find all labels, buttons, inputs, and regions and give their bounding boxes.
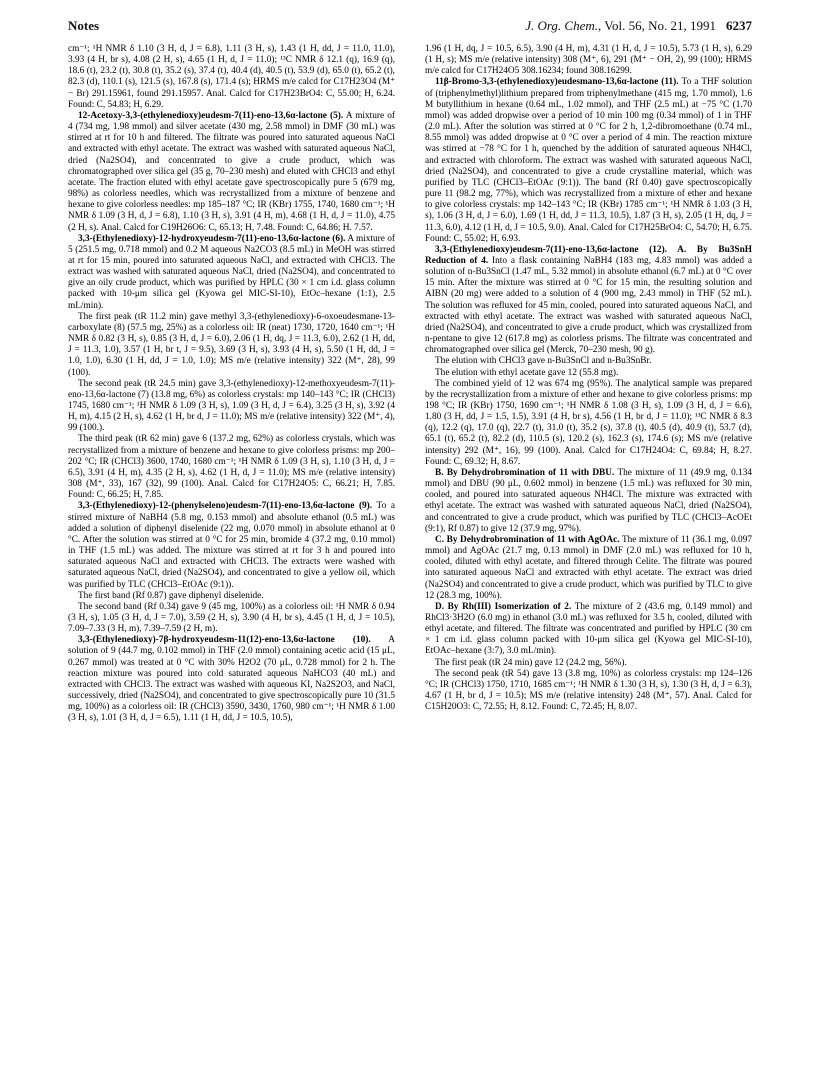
volume-info: , Vol. 56, No. 21, 1991 xyxy=(598,18,716,33)
paragraph-text: The second peak (tR 54) gave 13 (3.8 mg, 10%) as colorless crystals: mp 124–126 °C; IR (CHCl3) 1750, 1710, 1685 cm⁻¹; ¹H NMR δ 1.30 (3 H, s), 1.30 (3 H, d, J = 6.3), 4.67 (1 H, br d, J = 10.5); MS m/e (relative intensity) 248 (M⁺, 57). Anal. Calcd for C15H20O3: C, 72.55; H, 8.12. Found: C, 72.45; H, 8.07. xyxy=(425,668,752,713)
paragraph xyxy=(68,591,395,602)
paragraph-heading: B. By Dehydrobromination of 11 with DBU. xyxy=(435,467,615,478)
paragraph-heading: 3,3-(Ethylenedioxy)-12-hydroxyeudesm-7(11)-eno-13,6α-lactone (6). xyxy=(78,233,346,244)
paragraph-heading: 12-Acetoxy-3,3-(ethylenedioxy)eudesm-7(11)-eno-13,6α-lactone (5). xyxy=(78,110,344,121)
paragraph xyxy=(68,635,395,724)
journal-citation xyxy=(525,18,752,34)
paragraph xyxy=(425,669,752,714)
paragraph xyxy=(425,602,752,658)
page-number: 6237 xyxy=(726,18,752,33)
page-header xyxy=(68,18,752,38)
paragraph xyxy=(68,602,395,635)
paragraph-text: The elution with ethyl acetate gave 12 (55.8 mg). xyxy=(435,367,619,378)
paragraph xyxy=(425,368,752,379)
section-label: Notes xyxy=(68,18,100,33)
paragraph xyxy=(68,234,395,312)
paragraph xyxy=(425,379,752,468)
paragraph-text: The first peak (tR 11.2 min) gave methyl 3,3-(ethylenedioxy)-6-oxoeudesmane-13-carboxylate (8) (57.5 mg, 25%) as a colorless oil: IR (neat) 1730, 1720, 1640 cm⁻¹; ¹H NMR δ 0.82 (3 H, s), 0.85 (3 H, d, J = 6.0), 2.06 (1 H, dq, J = 11.3, 6.0), 2.62 (1 H, dd, J = 11.3, 1.0), 3.57 (1 H, br t, J = 9.5), 3.69 (3 H, s), 3.93 (4 H, s), 5.50 (1 H, dd, J = 1.0, 1.0), 6.30 (1 H, dd, J = 1.0, 1.0); MS m/e (relative intensity) 322 (M⁺, 28), 99 (100). xyxy=(68,311,395,378)
paragraph-heading: C. By Dehydrobromination of 11 with AgOAc. xyxy=(435,534,620,545)
paragraph-text: The mixture of 11 (49.9 mg, 0.134 mmol) and DBU (90 μL, 0.602 mmol) in benzene (1.5 mL) was refluxed for 30 min, cooled, and poured into saturated aqueous NH4Cl. The mixture was extracted with ethyl acetate. The extract was washed with saturated aqueous NaCl, dried (Na2SO4), and concentrated to give a crude product, which was purified by TLC (CHCl3–AcOEt (9:1), Rf 0.87) to give 12 (37.9 mg, 97%). xyxy=(425,467,752,534)
paragraph-heading: 11β-Bromo-3,3-(ethylenedioxy)eudesmano-13,6α-lactone (11). xyxy=(435,77,679,88)
paragraph xyxy=(68,111,395,234)
paragraph xyxy=(425,77,752,244)
paragraph-heading: D. By Rh(III) Isomerization of 2. xyxy=(435,601,572,612)
paragraph-text: The elution with CHCl3 gave n-Bu3SnCl and n-Bu3SnBr. xyxy=(435,356,652,367)
paragraph xyxy=(425,44,752,77)
paragraph xyxy=(68,44,395,111)
paragraph-text: To a THF solution of (triphenylmethyl)lithium prepared from triphenylmethane (415 mg, 1.70 mmol), 1.6 M butyllithium in hexane (0.64 mL, 1.02 mmol), and THF (2.5 mL) at −75 °C (1.70 mmol) was added dropwise over a period of 10 min 100 mg (0.34 mmol) of 1 in THF (2.0 mL). After the solution was stirred at 0 °C for 2 h, 1,2-dibromoethane (0.74 mL, 8.55 mmol) was added dropwise at 0 °C over a period of 4 min. The reaction mixture was stirred at −78 °C for 1 h, quenched by the addition of saturated aqueous NH4Cl, and extracted with chloroform. The extract was washed with saturated aqueous NaCl, dried (Na2SO4), and concentrated to give a crude crystalline material, which was purified by TLC (CHCl3–EtOAc (9:1)). The band (Rf 0.40) gave spectroscopically pure 11 (98.2 mg, 77%), which was recrystallized from a mixture of ether and hexane to give colorless crystals: mp 142–143 °C; IR (KBr) 1785 cm⁻¹; ¹H NMR δ 1.03 (3 H, s), 1.06 (3 H, d, J = 6.0), 1.69 (1 H, dd, J = 11.3, 10.5), 1.87 (3 H, s), 2.05 (1 H, dq, J = 11.3, 6.0), 4.12 (1 H, d, J = 10.5, 9.0). Anal. Calcd for C17H25BrO4: C, 54.70; H, 6.75. Found: C, 55.02; H, 6.93. xyxy=(425,77,752,244)
paragraph xyxy=(68,434,395,501)
paragraph-text: The second peak (tR 24.5 min) gave 3,3-(ethylenedioxy)-12-methoxyeudesm-7(11)-eno-13,6α-lactone (7) (13.8 mg, 6%) as colorless crystals: mp 140–143 °C; IR (CHCl3) 1745, 1680 cm⁻¹; ¹H NMR δ 1.09 (3 H, s), 1.09 (3 H, d, J = 6.4), 3.25 (3 H, s), 3.92 (4 H, m), 4.15 (2 H, s), 4.62 (1 H, br d, J = 11.0); MS m/e (relative intensity) 322 (M⁺, 4), 99 (100.). xyxy=(68,378,395,434)
paragraph-heading: 3,3-(Ethylenedioxy)eudesm-7(11)-eno-13,6α-lactone (12). A. By Bu3SnH Reduction of 4. xyxy=(425,244,752,266)
paragraph-text: The combined yield of 12 was 674 mg (95%). The analytical sample was prepared by the recrystallization from a mixture of ether and hexane to give colorless prisms: mp 198 °C; IR (KBr) 1750, 1690 cm⁻¹; ¹H NMR δ 1.08 (3 H, s), 1.09 (3 H, d, J = 6.6), 1.80 (3 H, dd, J = 1.5, 1.5), 3.91 (4 H, br s), 4.56 (1 H, br d, J = 11.0); ¹³C NMR δ 8.3 (q), 12.2 (q), 17.0 (q), 22.7 (t), 31.0 (t), 35.2 (s), 37.8 (t), 40.5 (d), 40.9 (t), 53.7 (d), 65.1 (t), 65.2 (t), 82.2 (d), 110.5 (s), 120.2 (s), 162.3 (s), 174.6 (s); MS m/e (relative intensity) 292 (M⁺, 16), 99 (100). Anal. Calcd for C17H24O4: C, 69.84; H, 8.27. Found: C, 69.32; H, 8.67. xyxy=(425,378,752,467)
right-column xyxy=(425,44,752,1054)
journal-name: J. Org. Chem. xyxy=(525,18,599,33)
paragraph-text: The first band (Rf 0.87) gave diphenyl diselenide. xyxy=(78,590,264,601)
paragraph-text: Into a flask containing NaBH4 (183 mg, 4.83 mmol) was added a solution of n-Bu3SnCl (1.47 mL, 5.32 mmol) in absolute ethanol (6.7 mL) at 0 °C over 15 min. After the mixture was stirred at 0 °C for 15 min, the resulting solution and AIBN (20 mg) were added to a solution of 4 (900 mg, 2.43 mmol) in THF (52 mL). The solution was refluxed for 45 min, cooled, poured into saturated aqueous NaCl, and extracted with ethyl acetate. The extract was washed with saturated aqueous NaCl, dried (Na2SO4), and concentrated to give a crude product, which was crystallized from n-pentane to give 12 (617.8 mg) as colorless prisms. The filtrate was concentrated and chromatographed over silica gel (Merck, 70–230 mesh, 90 g). xyxy=(425,255,752,356)
paragraph xyxy=(425,356,752,367)
left-column xyxy=(68,44,395,1054)
paragraph-text: The mixture of 11 (36.1 mg, 0.097 mmol) and AgOAc (21.7 mg, 0.13 mmol) in DMF (2.0 mL) was refluxed for 10 h, cooled, diluted with ethyl acetate, and filtered through Celite. The filtrate was poured into saturated aqueous NaCl and extracted with ethyl acetate. The extract was dried (Na2SO4) and concentrated to give a crude product, which was purified by TLC to give 12 (28.3 mg, 100%). xyxy=(425,534,752,601)
paragraph xyxy=(68,501,395,590)
paragraph-text: The third peak (tR 62 min) gave 6 (137.2 mg, 62%) as colorless crystals, which was recrystallized from a mixture of benzene and hexane to give colorless prisms: mp 200–202 °C; IR (CHCl3) 3600, 1740, 1680 cm⁻¹; ¹H NMR δ 1.09 (3 H, s), 1.10 (3 H, d, J = 6.5), 3.91 (4 H, m), 4.35 (2 H, s), 4.62 (1 H, d, J = 11.0); MS m/e (relative intensity) 308 (M⁺, 33), 167 (32), 99 (100). Anal. Calcd for C17H24O5: C, 66.21; H, 7.85. Found: C, 66.25; H, 7.85. xyxy=(68,434,395,501)
paragraph-text: cm⁻¹; ¹H NMR δ 1.10 (3 H, d, J = 6.8), 1.11 (3 H, s), 1.43 (1 H, dd, J = 11.0, 11.0), 3.93 (4 H, br s), 4.08 (2 H, s), 4.65 (1 H, d, J = 11.0); ¹³C NMR δ 12.1 (q), 16.9 (q), 18.6 (t), 23.2 (t), 30.8 (t), 35.2 (s), 37.4 (t), 40.4 (d), 40.5 (t), 53.9 (d), 65.0 (t), 65.2 (t), 82.3 (d), 110.1 (s), 121.5 (s), 167.8 (s), 171.4 (s); HRMS m/e calcd for C17H23O4 (M⁺ − Br) 291.15961, found 291.15957. Anal. Calcd for C17H23BrO4: C, 55.00; H, 6.24. Found: C, 54.83; H, 6.29. xyxy=(68,44,395,110)
paragraph xyxy=(68,312,395,379)
paragraph xyxy=(425,658,752,669)
paragraph-text: A mixture of 5 (251.5 mg, 0.718 mmol) and 0.2 M aqueous Na2CO3 (8.5 mL) in MeOH was stirred at rt for 15 min, poured into saturated aqueous NaCl, and extracted with CHCl3. The extract was washed with saturated aqueous NaCl, dried (Na2SO4), and concentrated to give an oily crude product, which was purified by HPLC (30 × 1 cm i.d. glass column packed with 10-μm silica gel (Kyowa gel MIC-SI-10), EtOc–hexane (1:1), 2.5 mL/min). xyxy=(68,233,395,311)
paragraph-text: The first peak (tR 24 min) gave 12 (24.2 mg, 56%). xyxy=(435,657,627,668)
paragraph xyxy=(68,379,395,435)
paragraph-text: A mixture of 4 (734 mg, 1.98 mmol) and silver acetate (430 mg, 2.58 mmol) in DMF (30 mL) was stirred at rt for 10 h and filtered. The filtrate was poured into saturated aqueous NaCl and extracted with ethyl acetate. The extract was washed with saturated aqueous NaCl, dried (Na2SO4), and concentrated to give a crude product, which was chromatographed over silica gel (35 g, 70–230 mesh) and eluted with CHCl3 and ethyl acetate. The fraction eluted with ethyl acetate gave spectroscopically pure 5 (679 mg, 98%) as colorless needles, which was recrystallized from a mixture of benzene and hexane to give colorless needles: mp 185–187 °C; IR (KBr) 1755, 1740, 1680 cm⁻¹; ¹H NMR δ 1.09 (3 H, d, J = 6.8), 1.10 (3 H, s), 3.91 (4 H, m), 4.68 (1 H, d, J = 11.0), 4.75 (2 H, s). Anal. Calcd for C19H26O6: C, 65.13; H, 7.48. Found: C, 64.86; H. 7.57. xyxy=(68,110,395,233)
body-columns xyxy=(68,44,752,1054)
paragraph-text: 1.96 (1 H, dq, J = 10.5, 6.5), 3.90 (4 H, m), 4.31 (1 H, d, J = 10.5), 5.73 (1 H, s), 6.29 (1 H, s); MS m/e (relative intensity) 308 (M⁺, 6), 291 (M⁺ − OH, 2), 99 (100); HRMS m/e calcd for C17H24O5 308.16234; found 308.16299. xyxy=(425,44,752,77)
paragraph-heading: 3,3-(Ethylenedioxy)-7β-hydroxyeudesm-11(12)-eno-13,6α-lactone (10). xyxy=(78,635,371,646)
paragraph-text: The mixture of 2 (43.6 mg, 0.149 mmol) and RhCl3·3H2O (6.0 mg) in ethanol (3.0 mL) was refluxed for 3.5 h, cooled, diluted with ethyl acetate, and filtered. The filtrate was concentrated and purified by HPLC (30 cm × 1 cm i.d. glass column packed with 10-μm silica gel (Kyowa gel MIC-SI-10), EtOAc–hexane (3:7), 3.0 mL/min). xyxy=(425,601,752,657)
paragraph-text: A solution of 9 (44.7 mg, 0.102 mmol) in THF (2.0 mmol) containing acetic acid (15 μL, 0.267 mmol) was treated at 0 °C with 30% H2O2 (70 μL, 0.728 mmol) for 2 h. The reaction mixture was poured into cold saturated aqueous NaHCO3 (40 mL) and extracted with CHCl3. The extract was washed with aqueous KI, Na2S2O3, and NaCl, successively, dried (Na2SO4), and concentrated to give spectroscopically pure 10 (31.5 mg, 100%) as a colorless oil: IR (CHCl3) 3590, 3430, 1760, 980 cm⁻¹; ¹H NMR δ 1.00 (3 H, s), 1.01 (3 H, d, J = 6.5), 1.11 (1 H, dd, J = 10.5, 10.5), xyxy=(68,635,395,724)
paragraph-text: The second band (Rf 0.34) gave 9 (45 mg, 100%) as a colorless oil: ¹H NMR δ 0.94 (3 H, s), 1.05 (3 H, d, J = 7.0), 3.59 (2 H, s), 3.90 (4 H, br s), 4.45 (1 H, d, J = 10.5), 7.09–7.33 (3 H, m), 7.39–7.59 (2 H, m). xyxy=(68,601,395,635)
paragraph xyxy=(425,468,752,535)
paragraph xyxy=(425,535,752,602)
paragraph-heading: 3,3-(Ethylenedioxy)-12-(phenylseleno)eudesm-7(11)-eno-13,6α-lactone (9). xyxy=(78,501,373,512)
paragraph xyxy=(425,245,752,357)
paragraph-text: To a stirred mixture of NaBH4 (5.8 mg, 0.153 mmol) and absolute ethanol (0.5 mL) was added a solution of diphenyl diselenide (22 mg, 0.070 mmol) in absolute ethanol at 0 °C. After the solution was stirred at 0 °C for 25 min, bromide 4 (37.2 mg, 0.10 mmol) in THF (1.5 mL) was added. The mixture was stirred at rt for 3 h and poured into saturated aqueous NaCl and extracted with CHCl3. The extracts were washed with saturated aqueous NaCl, dried (Na2SO4), and concentrated to give a yellow oil, which was purified by TLC (CHCl3–EtOAc (9:1)). xyxy=(68,501,395,590)
